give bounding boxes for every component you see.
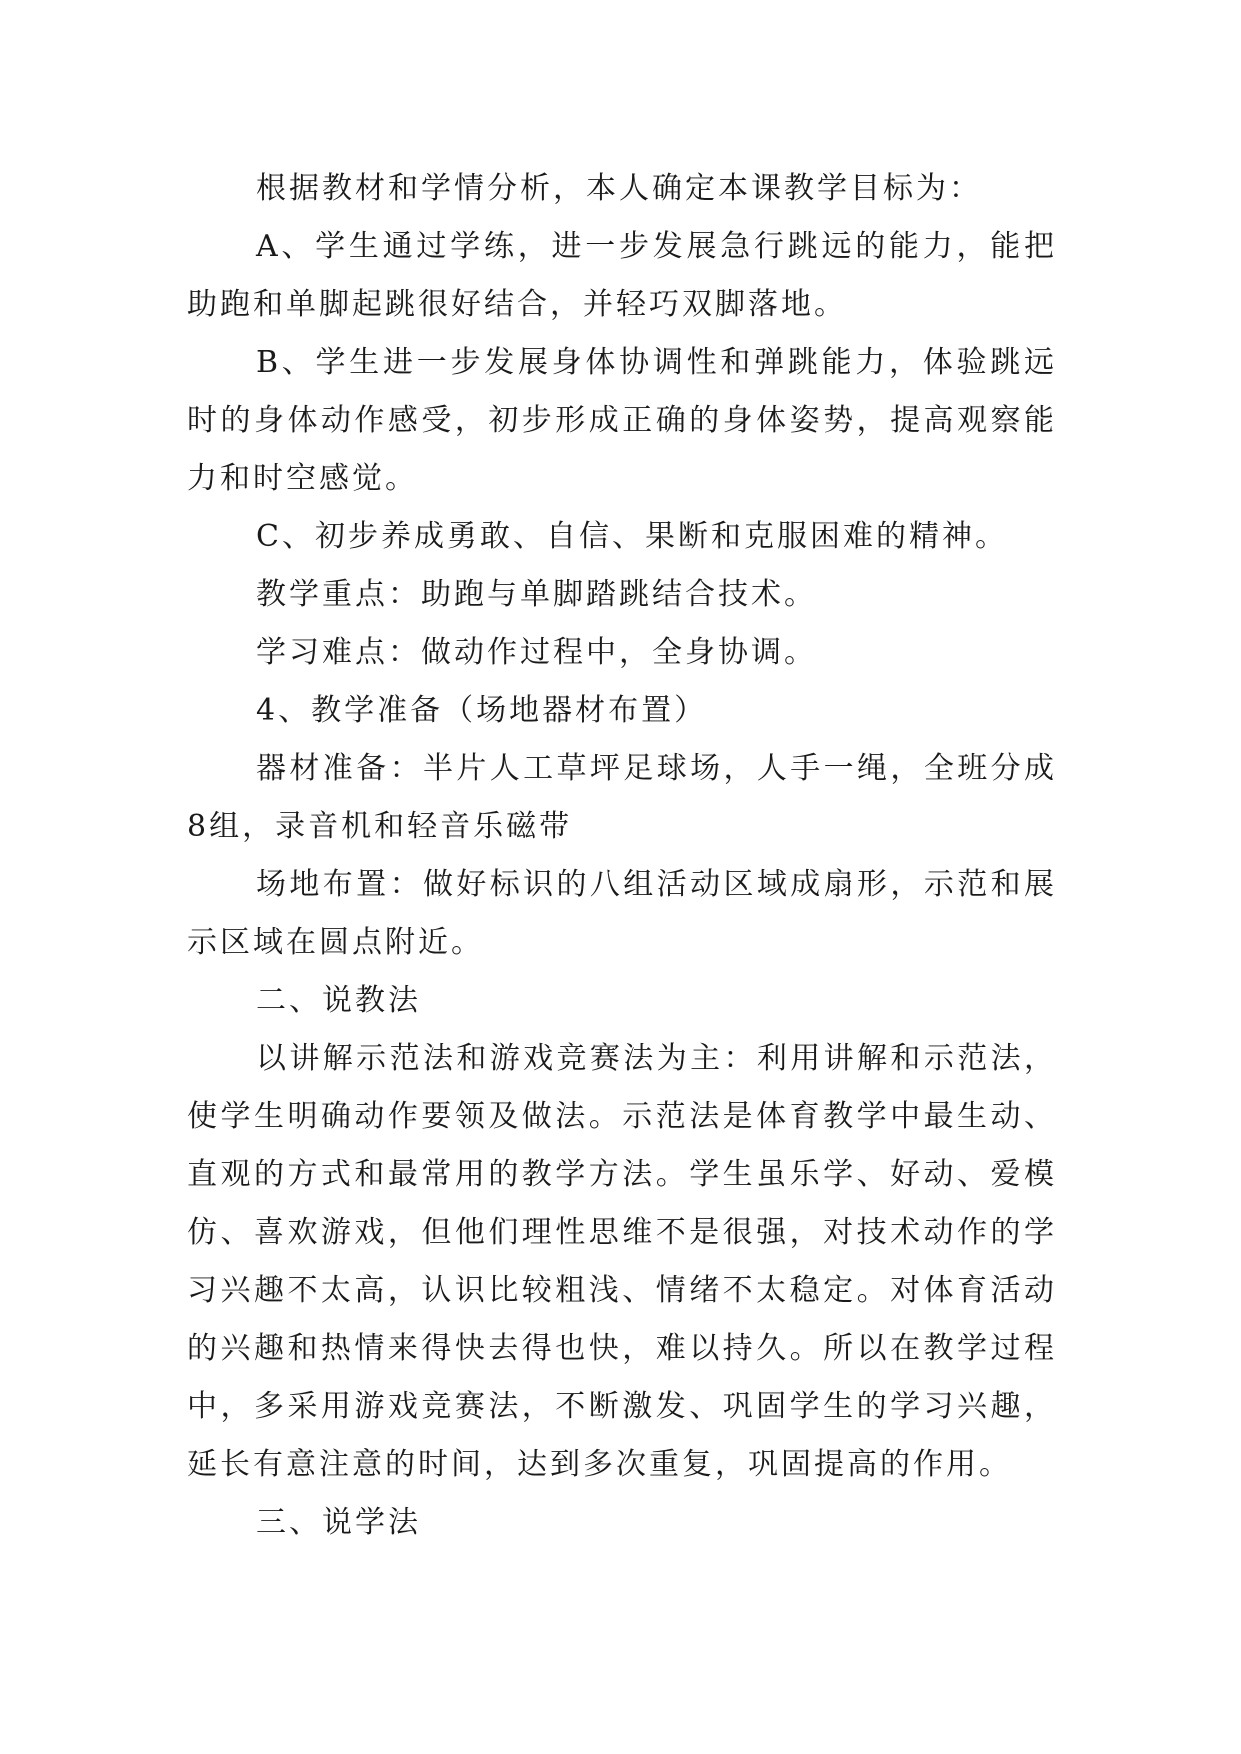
paragraph-goal-a: A、学生通过学练，进一步发展急行跳远的能力，能把助跑和单脚起跳很好结合，并轻巧双脚落地。	[187, 229, 1057, 322]
heading-teaching-preparation: 4、教学准备（场地器材布置）	[256, 693, 708, 728]
paragraph-teaching-method: 以讲解示范法和游戏竞赛法为主：利用讲解和示范法，使学生明确动作要领及做法。示范法是体育教学中最生动、直观的方式和最常用的教学方法。学生虽乐学、好动、爱模仿、喜欢游戏，但他们理性思维不是很强，对技术动作的学习兴趣不太高，认识比较粗浅、情绪不太稳定。对体育活动的兴趣和热情来得快去得也快，难以持久。所以在教学过程中，多采用游戏竞赛法，不断激发、巩固学生的学习兴趣，延长有意注意的时间，达到多次重复，巩固提高的作用。	[187, 1041, 1057, 1482]
paragraph-goal-c: C、初步养成勇敢、自信、果断和克服困难的精神。	[256, 519, 1008, 554]
paragraph-venue-layout: 场地布置：做好标识的八组活动区域成扇形，示范和展示区域在圆点附近。	[187, 867, 1057, 960]
paragraph-equipment: 器材准备：半片人工草坪足球场，人手一绳，全班分成8组，录音机和轻音乐磁带	[187, 751, 1057, 844]
heading-teaching-method: 二、说教法	[256, 983, 421, 1018]
paragraph-goal-b: B、学生进一步发展身体协调性和弹跳能力，体验跳远时的身体动作感受，初步形成正确的身体姿势，提高观察能力和时空感觉。	[187, 345, 1057, 496]
paragraph-difficulty: 学习难点：做动作过程中，全身协调。	[256, 635, 817, 670]
heading-learning-method: 三、说学法	[256, 1505, 421, 1540]
paragraph-key-point: 教学重点：助跑与单脚踏跳结合技术。	[256, 577, 817, 612]
document-body	[187, 160, 1057, 1552]
paragraph-teaching-goals-intro: 根据教材和学情分析，本人确定本课教学目标为：	[256, 171, 982, 206]
